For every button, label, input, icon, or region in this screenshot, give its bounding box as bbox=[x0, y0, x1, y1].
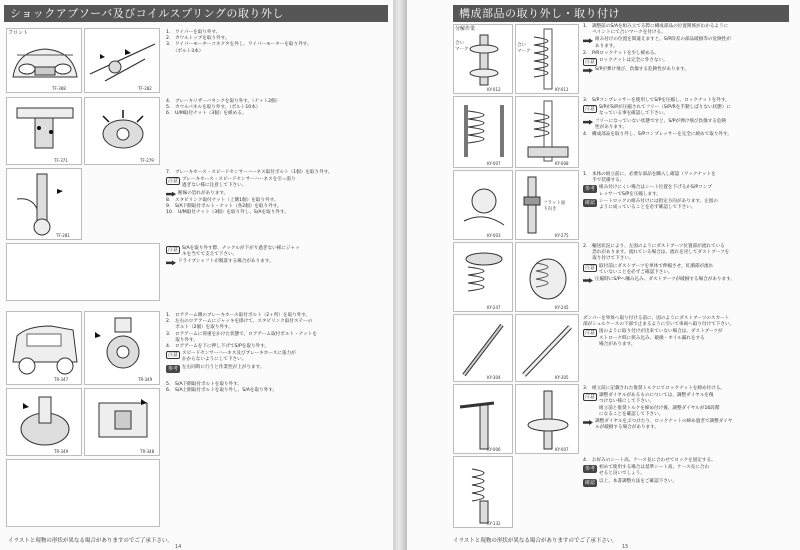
illustration-spring-marks bbox=[515, 24, 579, 94]
align-mark-label: 合い bbox=[517, 43, 526, 48]
step-text: 2. カウルトップを取り外す。 bbox=[166, 36, 230, 42]
illustration-damper-boot bbox=[515, 314, 579, 382]
caption-tr349: TR-349 bbox=[138, 377, 153, 382]
caption-tf279: TF-279 bbox=[140, 158, 154, 163]
reference-note bbox=[583, 185, 797, 197]
caution-tag: 注意 bbox=[585, 394, 596, 401]
warning-text: ドライブシャフトが脱落する場合があります。 bbox=[178, 259, 274, 265]
check-tag: 確認 bbox=[585, 479, 596, 486]
step-text: 3. ロアアームに荷重をかけた状態で、ロアアーム取付ボルト・ナットを bbox=[166, 331, 317, 337]
caption-tf371: TF-371 bbox=[54, 158, 68, 163]
caption-ky132: KY-132 bbox=[487, 521, 501, 526]
step-text: 1. 調整前のS/Aを組み立てる際に構成部品の位置関係がわかるように bbox=[583, 24, 729, 29]
reference-tag: 参考 bbox=[585, 186, 596, 193]
step-text: 6. U/M取付ナット（3個）を緩める。 bbox=[166, 111, 247, 117]
caution-note bbox=[583, 329, 797, 348]
step-text: 7. ブレーキホース・スピードセンサーハーネス取付ボルト（1個）を取り外す。 bbox=[166, 170, 333, 175]
caution-tag: 注意 bbox=[168, 247, 179, 253]
arrow-icon bbox=[583, 278, 593, 283]
reference-note bbox=[583, 465, 797, 477]
note-line: ロックナットは完全に外さない。 bbox=[599, 58, 668, 64]
arrow-icon bbox=[583, 420, 593, 425]
step-text: 4. 構成部品を取り外し、S/Pコンプレッサーを完全に緩めて取り外す。 bbox=[583, 132, 732, 138]
steps-wiper bbox=[166, 30, 388, 55]
reference-tag: 参考 bbox=[585, 466, 596, 473]
warning-row bbox=[583, 37, 797, 49]
caution-note bbox=[166, 351, 388, 363]
caption-ky304: KY-304 bbox=[487, 375, 501, 380]
warning-text: 圧縮時にS/Pへ噛み込み、ダストブーツが破損する場合があります。 bbox=[595, 277, 735, 283]
caption-ky007: KY-007 bbox=[487, 161, 501, 166]
step-text: 2. P/Rロックナットを少し緩める。 bbox=[583, 50, 660, 56]
steps-compressor bbox=[583, 98, 797, 138]
warning-row bbox=[583, 419, 797, 431]
right-page-header: 構成部品の取り外し・取り付け bbox=[453, 5, 789, 22]
left-footer-note: イラストと現物の形状が異なる場合がありますのでご了承下さい。 bbox=[8, 538, 173, 544]
right-footer-note: イラストと現物の形状が異なる場合がありますのでご了承下さい。 bbox=[453, 538, 618, 544]
steps-damper bbox=[583, 316, 797, 349]
warning-text: 調整ダイヤルをぶつけたり、ロックナットの締め過ぎで調整ダイヤ bbox=[595, 419, 733, 425]
step-text: 1. ワイパーを取り外す。 bbox=[166, 30, 221, 35]
arrow-icon bbox=[583, 38, 593, 43]
warning-row bbox=[583, 277, 797, 283]
illustration-wiper bbox=[84, 28, 160, 93]
steps-marking bbox=[583, 24, 797, 74]
note-line: になることを確認して下さい。 bbox=[599, 411, 664, 417]
illustration-marking bbox=[453, 24, 513, 94]
flat-face-label: フラット面 bbox=[543, 201, 566, 206]
illustration-front-car bbox=[6, 28, 82, 93]
check-tag: 確認 bbox=[585, 199, 596, 206]
warning-text: 断線の恐れがあります。 bbox=[178, 190, 229, 196]
caption-ky275: KY-275 bbox=[555, 233, 569, 238]
note-line: 取付前にダストブーツを単体で伸縮させ、紅潮部が流れ bbox=[599, 263, 714, 269]
step-text: 1. 本体の組立前に、必要な部品を購入し確認（ワックナットを bbox=[583, 172, 716, 177]
steps-brake-hose bbox=[166, 170, 388, 216]
caution-note bbox=[583, 264, 797, 276]
caption-tr347: TR-347 bbox=[54, 377, 69, 382]
arrow-icon bbox=[583, 120, 593, 125]
note-line: S/PがS/Pが圧縮されてフリー（S/P/Rを手動しばりない状態）に bbox=[599, 105, 731, 111]
check-note bbox=[583, 199, 797, 211]
note-line: 場合があります。 bbox=[599, 341, 636, 347]
caution-tag: 注意 bbox=[168, 178, 179, 185]
left-page bbox=[0, 0, 393, 550]
left-page-number: 14 bbox=[175, 544, 182, 550]
step-text: 4. お好みのシート高、ケース長に合わせてロックを固定する。 bbox=[583, 458, 716, 463]
empty-illustration-area bbox=[6, 459, 160, 527]
note-line: ていないことを必ずご確認下さい。 bbox=[599, 269, 673, 275]
steps-jack-support bbox=[166, 245, 388, 267]
step-text: 3. 組立前に記載された推奨トルクにてロックナットを締め付ける。 bbox=[583, 386, 725, 391]
align-mark-label: マーク bbox=[517, 49, 531, 54]
left-page-header: ショックアブソーバ及びコイルスプリングの取り外し bbox=[4, 5, 388, 22]
note-line: 過ぎない様に注意して下さい。 bbox=[182, 183, 247, 189]
step-text: ボルト（2個）を取り外す。 bbox=[166, 325, 233, 331]
illustration-brake-hose bbox=[6, 168, 82, 240]
align-mark-label: マーク bbox=[455, 47, 469, 52]
arrow-icon bbox=[166, 192, 176, 197]
caption-ky245: KY-245 bbox=[555, 305, 569, 310]
steps-seat-height bbox=[583, 458, 797, 488]
warning-text: ルが破損する場合があります。 bbox=[595, 425, 659, 431]
caption-ky305: KY-305 bbox=[555, 375, 569, 380]
step-text: 取り外す。 bbox=[166, 337, 198, 343]
step-text: ペイントにて合いマークを付ける。 bbox=[583, 30, 666, 36]
step-text: 4. ブレーキリザーバタンクを取り外す。（ナット2個） bbox=[166, 99, 281, 104]
note-line: レッサーでS/Pを圧縮します。 bbox=[599, 191, 661, 197]
caption-ky247: KY-247 bbox=[487, 305, 501, 310]
step-text: 5. S/A下側取付ボルトを取り外す。 bbox=[166, 382, 242, 387]
note-line: ストローク時に挟み込み、破損・オイル漏れをする bbox=[599, 335, 705, 341]
caption-ky003: KY-003 bbox=[487, 233, 501, 238]
illustration-torque bbox=[453, 384, 513, 454]
illustration-seat-lock bbox=[453, 170, 513, 240]
book-gutter bbox=[393, 0, 407, 550]
caption-ky008: KY-008 bbox=[555, 161, 569, 166]
step-text: 取り付けて下さい。 bbox=[583, 256, 634, 262]
warning-row bbox=[166, 191, 388, 197]
warning-text: あります。 bbox=[595, 43, 618, 49]
step-text: 1. ロアアーム側のブレーキホース取付ボルト（2ヶ所）を取り外す。 bbox=[166, 313, 311, 318]
note-line: スピードセンサーハーネス及びブレーキホースに張力が bbox=[182, 351, 296, 357]
caption-ky011: KY-011 bbox=[555, 87, 569, 92]
step-text: （ボルト3本） bbox=[166, 48, 204, 54]
illustration-dust-boot bbox=[453, 242, 513, 312]
note-line: S/Aを取り外す際、ナックルが下がり過ぎない様にジャッ bbox=[182, 246, 300, 251]
illustration-seat-height bbox=[453, 456, 513, 528]
note-line: 以上、本書調整方法をご確認下さい。 bbox=[599, 478, 678, 484]
note-line: キを当てて支えて下さい。 bbox=[182, 252, 238, 258]
illustration-strut-top bbox=[84, 97, 160, 165]
illustration-adjust-dial bbox=[515, 384, 579, 454]
note-line: かからないようにして下さい。 bbox=[182, 357, 247, 363]
step-text: 部がシェルケースの下部で止まるように引いて車両へ取り付けて下さい。 bbox=[583, 322, 735, 328]
illustration-rear-hub bbox=[84, 311, 160, 385]
caption-ky006: KY-006 bbox=[487, 447, 501, 452]
reference-tag: 参考 bbox=[168, 365, 179, 372]
caution-tag: 注意 bbox=[585, 330, 596, 337]
illustration-damper-install bbox=[453, 314, 513, 382]
warning-row bbox=[166, 259, 388, 265]
step-text: ダンパーを単体へ取り付ける前に、図のようにダストブーツのスカート bbox=[583, 316, 730, 321]
step-text: 6. S/A上側取付ボルトを取り外し、S/Aを取り外す。 bbox=[166, 388, 278, 394]
arrow-icon bbox=[583, 68, 593, 73]
step-text: 3. S/Pコンプレッサーを使用してS/Pを圧縮し、ロックナットを外す。 bbox=[583, 98, 730, 103]
warning-text: 性があります。 bbox=[595, 124, 627, 130]
note-line: なっている事を確認して下さい。 bbox=[599, 111, 668, 117]
arrow-icon bbox=[166, 260, 176, 265]
step-text: 5. カウルパネルを取り外す。（ボルト10本） bbox=[166, 105, 261, 111]
caution-tag: 注意 bbox=[585, 59, 596, 66]
illustration-compressor-2 bbox=[515, 96, 579, 168]
step-text: 9. S/A下側取付ボルト・ナット（各2個）を取り外す。 bbox=[166, 204, 282, 210]
step-text: 8. スタビリンク取付ナット（上側1個）を取り外す。 bbox=[166, 197, 279, 203]
front-section-label: フロント bbox=[8, 30, 29, 36]
illustration-boot-check bbox=[515, 242, 579, 312]
caution-note bbox=[166, 246, 388, 258]
step-text: 恐れがあります。流れている場合は、流れを戻してダストブーツを bbox=[583, 250, 730, 256]
note-line: せると良いでしょう。 bbox=[599, 471, 645, 477]
caution-note bbox=[166, 177, 388, 189]
step-text: 10. U/M取付ナット（3個）を取り外し、S/Aを取り外す。 bbox=[166, 210, 289, 216]
step-text: 2. 輸送状況により、左図のようにダストブーツ位置部が流れている bbox=[583, 244, 725, 249]
caution-tag: 注意 bbox=[168, 352, 179, 359]
right-page bbox=[407, 0, 800, 550]
illustration-rear-mount bbox=[84, 388, 160, 456]
reference-note bbox=[166, 365, 388, 373]
caution-note bbox=[583, 393, 797, 418]
reference-text: 左右同時に行うと作業性が上がります。 bbox=[182, 364, 265, 370]
step-text: 手で装備する。 bbox=[583, 178, 625, 184]
warning-text: フリーになっていない状態ですと、S/Pが弾け飛び負傷する危険 bbox=[595, 118, 727, 124]
caption-ky012: KY-012 bbox=[487, 87, 501, 92]
note-line: シートロックの組み付けには指定方向があります。左図の bbox=[599, 198, 718, 204]
caption-tr348: TR-348 bbox=[140, 449, 155, 454]
steps-seat-lock bbox=[583, 172, 797, 212]
flat-face-label: 下向き bbox=[543, 207, 557, 212]
note-line: 図のように取り付けが出来ていない場合は、ダストブーツが bbox=[599, 329, 723, 335]
note-line: 調整ダイヤルがあるものについては、調整ダイヤルを傷 bbox=[599, 393, 714, 399]
steps-reservoir bbox=[166, 99, 388, 118]
step-text: 4. ロアアームを下に押し下げてS/Pを取り外す。 bbox=[166, 344, 269, 350]
note-line: 組立前と推奨トルクを締め付け後、調整ダイヤルが16段階 bbox=[599, 405, 720, 411]
note-line: ブレーキホース・スピードセンサーハーネスを引っ張り bbox=[182, 177, 296, 183]
empty-illustration-area bbox=[6, 243, 160, 301]
illustration-compressor bbox=[453, 96, 513, 168]
warning-row bbox=[583, 67, 797, 73]
step-text: 2. 左右のロアアームにジャッキを掛けて、スタビリンク取付ステーの bbox=[166, 319, 313, 325]
steps-rear-removal bbox=[166, 313, 388, 374]
caution-tag: 注意 bbox=[585, 106, 596, 113]
note-line: つけない様にして下さい。 bbox=[599, 399, 655, 405]
caution-note bbox=[583, 105, 797, 117]
steps-rear-bolts bbox=[166, 382, 388, 394]
caption-tr349-b: TR-349 bbox=[54, 449, 69, 454]
note-line: 組み付けにくい場合はシート位置を下げるかS/Pコンプ bbox=[599, 185, 712, 191]
step-text: 3. ワイパーモーターコネクタを外し、ワイパーモーターを取り外す。 bbox=[166, 42, 312, 48]
caption-tf281: TF-281 bbox=[56, 233, 70, 238]
warning-text: S/Pが弾け飛び、負傷する危険性があります。 bbox=[595, 67, 689, 73]
note-line: ように成っていることを必ず確認して下さい。 bbox=[599, 205, 696, 211]
caption-tf282: TF-282 bbox=[138, 86, 152, 91]
steps-dust-boot bbox=[583, 244, 797, 284]
caption-ky007-b: KY-007 bbox=[555, 447, 569, 452]
steps-torque bbox=[583, 386, 797, 432]
caption-tf368: TF-368 bbox=[52, 86, 66, 91]
section-disassembly-label: 分解作業 bbox=[455, 26, 476, 32]
align-mark-label: 合い bbox=[455, 41, 464, 46]
right-page-number: 15 bbox=[622, 544, 629, 550]
caution-tag: 注意 bbox=[585, 264, 596, 271]
illustration-reservoir bbox=[6, 97, 82, 165]
illustration-rear-strut bbox=[6, 388, 82, 456]
note-line: 初めて使用する場合は基準シート高、ケース長に合わ bbox=[599, 465, 710, 471]
illustration-rear-car bbox=[6, 311, 82, 385]
warning-row bbox=[583, 119, 797, 131]
check-note bbox=[583, 479, 797, 487]
caution-note bbox=[583, 58, 797, 66]
warning-text: 組み付けの位置を間違えますと、S/P段差の部品破損等の危険性が bbox=[595, 37, 731, 43]
